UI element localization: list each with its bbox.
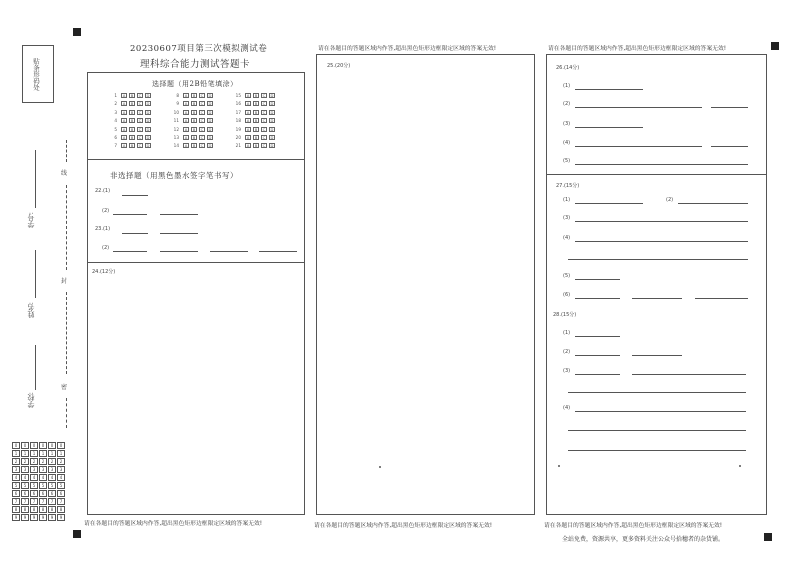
- registration-mark-bottom-left: [73, 530, 81, 538]
- q27-divider: [547, 174, 766, 175]
- id-bubble-col2-2[interactable]: 2: [21, 458, 29, 465]
- choice-bubble-q12-b[interactable]: B: [192, 126, 196, 132]
- q28-sub2-blank-a[interactable]: [575, 355, 620, 356]
- choice-bubble-q3-d[interactable]: D: [146, 109, 150, 115]
- q26-sub4-blank-a[interactable]: [575, 146, 702, 147]
- id-bubble-col3-4[interactable]: 4: [30, 474, 38, 481]
- choice-bubble-q20-d[interactable]: D: [270, 135, 274, 140]
- choice-heading: 选择题（用2B铅笔填涂）: [152, 80, 238, 88]
- seal-text-xian: 线: [61, 170, 68, 177]
- q26-label: 26.(14分): [556, 65, 580, 71]
- footer-note: 全站免费，资源共享，更多资料关注公众号拾穗者的杂货铺。: [562, 536, 725, 543]
- choice-row-q13: [171, 135, 213, 140]
- choice-row-q3: [109, 110, 151, 115]
- choice-bubble-q19-c[interactable]: C: [262, 126, 266, 132]
- choice-question-number: 10: [173, 109, 179, 115]
- id-bubble-col5-4[interactable]: 4: [48, 474, 56, 481]
- q28-sub1-label: (1): [563, 330, 571, 336]
- choice-bubble-q6-c[interactable]: C: [138, 135, 142, 140]
- choice-row-q18: [233, 118, 275, 123]
- q22-part1-blank[interactable]: [122, 195, 148, 196]
- id-bubble-col6-6[interactable]: 6: [57, 490, 65, 497]
- q27-sub6-label: (6): [563, 292, 571, 298]
- registration-mark-bottom-right: [764, 533, 772, 541]
- q25-label: 25.(20分): [327, 63, 351, 69]
- q27-sub6-blank-b[interactable]: [632, 298, 682, 299]
- choice-bubble-q4-c[interactable]: C: [138, 118, 142, 124]
- choice-question-number: 9: [176, 101, 179, 107]
- id-bubble-col3-2[interactable]: 2: [30, 458, 38, 465]
- choice-bubble-q3-c[interactable]: C: [138, 109, 142, 115]
- id-bubble-col6-8[interactable]: 8: [57, 506, 65, 513]
- id-bubble-col6-9[interactable]: 9: [57, 514, 65, 521]
- choice-bubble-q9-b[interactable]: B: [192, 101, 196, 107]
- registration-mark-top-left: [73, 28, 81, 36]
- q26-sub3-label: (3): [563, 121, 571, 127]
- choice-bubble-q18-c[interactable]: C: [262, 118, 266, 124]
- choice-question-number: 7: [114, 143, 117, 149]
- column2-top-warning: 请在各题目的答题区域内作答,超出黑色矩形边框限定区域的答案无效!: [318, 46, 497, 52]
- id-bubble-col2-3[interactable]: 3: [21, 466, 29, 473]
- choice-bubble-q21-c[interactable]: C: [262, 143, 266, 149]
- q22-part2-label: (2): [102, 208, 110, 214]
- q28-sub2-blank-b[interactable]: [632, 355, 682, 356]
- choice-bubble-q11-c[interactable]: C: [200, 118, 204, 124]
- id-bubble-col6-0[interactable]: 0: [57, 442, 65, 449]
- column3-bottom-warning: 请在各题目的答题区域内作答,超出黑色矩形边框限定区域的答案无效!: [544, 523, 723, 529]
- q28-sub3-label: (3): [563, 368, 571, 374]
- choice-bubble-q8-a[interactable]: A: [184, 93, 188, 98]
- id-bubble-col3-8[interactable]: 8: [30, 506, 38, 513]
- id-bubble-col1-7[interactable]: 7: [12, 498, 20, 505]
- choice-bubble-q9-c[interactable]: C: [200, 101, 204, 107]
- choice-question-number: 3: [114, 109, 117, 115]
- choice-row-q1: [109, 93, 151, 98]
- choice-bubble-q11-a[interactable]: A: [184, 118, 188, 124]
- seal-text-mi: 密: [61, 384, 68, 391]
- choice-row-q16: [233, 101, 275, 106]
- choice-bubble-q17-a[interactable]: A: [246, 109, 250, 115]
- choice-row-q20: [233, 135, 275, 140]
- choice-bubble-q10-d[interactable]: D: [208, 109, 212, 115]
- choice-question-number: 4: [114, 118, 117, 124]
- id-bubble-col4-9[interactable]: 9: [39, 514, 47, 521]
- q27-sub3-label: (3): [563, 215, 571, 221]
- q28-sub1-blank[interactable]: [575, 336, 620, 337]
- choice-bubble-q18-b[interactable]: B: [254, 118, 258, 124]
- choice-question-number: 13: [173, 135, 179, 140]
- choice-question-number: 11: [173, 118, 179, 124]
- q26-sub3-blank[interactable]: [575, 127, 643, 128]
- seal-line-2: [66, 185, 67, 270]
- choice-bubble-q5-c[interactable]: C: [138, 126, 142, 132]
- q26-sub1-label: (1): [563, 83, 571, 89]
- id-bubble-col6-5[interactable]: 5: [57, 482, 65, 489]
- q26-sub2-blank-a[interactable]: [575, 107, 702, 108]
- choice-bubble-q12-c[interactable]: C: [200, 126, 204, 132]
- choice-bubble-q5-d[interactable]: D: [146, 126, 150, 132]
- choice-row-q2: [109, 101, 151, 106]
- id-bubble-col4-7[interactable]: 7: [39, 498, 47, 505]
- id-bubble-col2-0[interactable]: 0: [21, 442, 29, 449]
- choice-question-number: 18: [235, 118, 241, 124]
- student-number-label: 学号:: [27, 212, 35, 229]
- q26-sub2-label: (2): [563, 101, 571, 107]
- id-bubble-col6-2[interactable]: 2: [57, 458, 65, 465]
- answer-column-3: [546, 54, 767, 515]
- id-bubble-col5-8[interactable]: 8: [48, 506, 56, 513]
- choice-question-number: 8: [176, 93, 179, 98]
- choice-bubble-q15-d[interactable]: D: [270, 93, 274, 98]
- id-bubble-col2-6[interactable]: 6: [21, 490, 29, 497]
- choice-bubble-q13-a[interactable]: A: [184, 135, 188, 140]
- choice-question-number: 17: [235, 109, 241, 115]
- id-bubble-col5-9[interactable]: 9: [48, 514, 56, 521]
- q28-sub3-blank-a[interactable]: [575, 374, 620, 375]
- q27-label: 27.(15分): [556, 183, 580, 189]
- q26-sub1-blank[interactable]: [575, 89, 643, 90]
- choice-bubble-q15-b[interactable]: B: [254, 93, 258, 98]
- choice-question-number: 2: [114, 101, 117, 107]
- id-bubble-col4-1[interactable]: 1: [39, 450, 47, 457]
- q22-part2-blank-a[interactable]: [113, 214, 147, 215]
- seal-line-3: [66, 292, 67, 374]
- choice-bubble-q16-c[interactable]: C: [262, 101, 266, 107]
- q27-sub1-blank[interactable]: [575, 203, 643, 204]
- choice-bubble-q3-a[interactable]: A: [122, 109, 126, 115]
- id-bubble-col5-1[interactable]: 1: [48, 450, 56, 457]
- id-bubble-col4-2[interactable]: 2: [39, 458, 47, 465]
- exam-title: 20230607项目第三次模拟测试卷: [130, 44, 268, 54]
- choice-row-q12: [171, 127, 213, 132]
- id-bubble-col6-1[interactable]: 1: [57, 450, 65, 457]
- id-bubble-col4-5[interactable]: 5: [39, 482, 47, 489]
- choice-bubble-q2-a[interactable]: A: [122, 101, 126, 107]
- id-bubble-col2-8[interactable]: 8: [21, 506, 29, 513]
- column3-dot-left: [558, 465, 560, 467]
- choice-row-q9: [171, 101, 213, 106]
- choice-bubble-q16-b[interactable]: B: [254, 101, 258, 107]
- choice-bubble-q5-a[interactable]: A: [122, 126, 126, 132]
- choice-question-number: 19: [235, 126, 241, 132]
- choice-bubble-q17-b[interactable]: B: [254, 109, 258, 115]
- exam-subtitle: 理科综合能力测试答题卡: [140, 59, 251, 70]
- choice-bubble-q15-a[interactable]: A: [246, 93, 250, 98]
- choice-bubble-q11-b[interactable]: B: [192, 118, 196, 124]
- choice-row-q4: [109, 118, 151, 123]
- choice-bubble-q13-c[interactable]: C: [200, 135, 204, 140]
- choice-bubble-q8-c[interactable]: C: [200, 93, 204, 98]
- column2-bottom-warning: 请在各题目的答题区域内作答,超出黑色矩形边框限定区域的答案无效!: [314, 523, 493, 529]
- choice-bubble-q18-d[interactable]: D: [270, 118, 274, 124]
- id-bubble-col1-1[interactable]: 1: [12, 450, 20, 457]
- q24-answer-area[interactable]: [88, 276, 304, 514]
- choice-bubble-q13-b[interactable]: B: [192, 135, 196, 140]
- id-bubble-col3-5[interactable]: 5: [30, 482, 38, 489]
- id-bubble-col3-9[interactable]: 9: [30, 514, 38, 521]
- q26-sub4-label: (4): [563, 140, 571, 146]
- choice-bubble-q16-a[interactable]: A: [246, 101, 250, 107]
- choice-bubble-q10-c[interactable]: C: [200, 109, 204, 115]
- id-bubble-col5-7[interactable]: 7: [48, 498, 56, 505]
- q23-part2-label: (2): [102, 245, 110, 251]
- id-bubble-col2-9[interactable]: 9: [21, 514, 29, 521]
- q28-sub2-label: (2): [563, 349, 571, 355]
- choice-question-number: 6: [114, 135, 117, 140]
- choice-bubble-q1-a[interactable]: A: [122, 93, 126, 98]
- choice-bubble-q16-d[interactable]: D: [270, 101, 274, 107]
- choice-bubble-q14-a[interactable]: A: [184, 143, 188, 149]
- choice-bubble-q10-b[interactable]: B: [192, 109, 196, 115]
- q28-sub4-blank-c[interactable]: [568, 450, 746, 451]
- student-number-line: [35, 150, 36, 208]
- choice-question-number: 14: [173, 143, 179, 149]
- id-bubble-col1-6[interactable]: 6: [12, 490, 20, 497]
- q28-sub4-blank-b[interactable]: [568, 430, 746, 431]
- choice-row-q10: [171, 110, 213, 115]
- choice-bubble-q20-c[interactable]: C: [262, 135, 266, 140]
- id-bubble-col5-5[interactable]: 5: [48, 482, 56, 489]
- choice-bubble-q14-c[interactable]: C: [200, 143, 204, 149]
- q27-sub2-blank[interactable]: [678, 203, 748, 204]
- choice-bubble-q19-b[interactable]: B: [254, 126, 258, 132]
- q23-part2-blank-d[interactable]: [259, 251, 297, 252]
- choice-question-number: 15: [235, 93, 241, 98]
- choice-question-number: 21: [235, 143, 241, 149]
- id-bubble-col1-5[interactable]: 5: [12, 482, 20, 489]
- id-bubble-col3-6[interactable]: 6: [30, 490, 38, 497]
- id-bubble-col2-4[interactable]: 4: [21, 474, 29, 481]
- choice-bubble-q2-d[interactable]: D: [146, 101, 150, 107]
- choice-row-q6: [109, 135, 151, 140]
- q24-label: 24.(12分): [92, 269, 116, 275]
- registration-mark-top-right: [771, 42, 779, 50]
- q26-sub5-blank[interactable]: [575, 164, 748, 165]
- q27-sub6-blank-c[interactable]: [695, 298, 748, 299]
- id-bubble-col1-4[interactable]: 4: [12, 474, 20, 481]
- choice-bubble-q21-d[interactable]: D: [270, 143, 274, 149]
- choice-row-q5: [109, 127, 151, 132]
- choice-bubble-q12-d[interactable]: D: [208, 126, 212, 132]
- q28-label: 28.(15分): [553, 312, 577, 318]
- name-label: 姓名:: [27, 302, 35, 319]
- choice-bubble-q19-a[interactable]: A: [246, 126, 250, 132]
- id-bubble-col1-3[interactable]: 3: [12, 466, 20, 473]
- choice-bubble-q6-a[interactable]: A: [122, 135, 126, 140]
- choice-bubble-q10-a[interactable]: A: [184, 109, 188, 115]
- q27-sub4-blank-a[interactable]: [575, 241, 748, 242]
- q28-sub4-blank-a[interactable]: [575, 411, 746, 412]
- id-bubble-col2-5[interactable]: 5: [21, 482, 29, 489]
- id-bubble-col4-4[interactable]: 4: [39, 474, 47, 481]
- choice-bubble-q7-b[interactable]: B: [130, 143, 134, 149]
- q27-sub5-blank[interactable]: [575, 279, 620, 280]
- choice-bubble-q20-a[interactable]: A: [246, 135, 250, 140]
- choice-bubble-q11-d[interactable]: D: [208, 118, 212, 124]
- q28-sub4-label: (4): [563, 405, 571, 411]
- choice-bubble-q4-a[interactable]: A: [122, 118, 126, 124]
- barcode-box: [22, 45, 54, 103]
- q22-part2-blank-b[interactable]: [160, 214, 198, 215]
- choice-bubble-q8-d[interactable]: D: [208, 93, 212, 98]
- id-bubble-col3-3[interactable]: 3: [30, 466, 38, 473]
- choice-bubble-q8-b[interactable]: B: [192, 93, 196, 98]
- choice-bubble-q21-b[interactable]: B: [254, 143, 258, 149]
- q26-sub4-blank-b[interactable]: [711, 146, 748, 147]
- choice-row-q7: [109, 143, 151, 148]
- choice-bubble-q17-c[interactable]: C: [262, 109, 266, 115]
- id-bubble-col1-8[interactable]: 8: [12, 506, 20, 513]
- id-bubble-col1-2[interactable]: 2: [12, 458, 20, 465]
- q27-sub6-blank-a[interactable]: [575, 298, 620, 299]
- seal-line-4: [66, 398, 67, 428]
- choice-bubble-q4-d[interactable]: D: [146, 118, 150, 124]
- id-bubble-col1-0[interactable]: 0: [12, 442, 20, 449]
- id-bubble-col6-7[interactable]: 7: [57, 498, 65, 505]
- id-bubble-col4-6[interactable]: 6: [39, 490, 47, 497]
- q26-sub2-blank-b[interactable]: [711, 107, 748, 108]
- choice-row-q14: [171, 143, 213, 148]
- q23-part2-blank-a[interactable]: [113, 251, 147, 252]
- id-bubble-col2-1[interactable]: 1: [21, 450, 29, 457]
- choice-bubble-q18-a[interactable]: A: [246, 118, 250, 124]
- id-bubble-col4-0[interactable]: 0: [39, 442, 47, 449]
- choice-divider: [87, 159, 305, 160]
- q23-part1-blank-b[interactable]: [160, 233, 198, 234]
- choice-question-number: 12: [173, 126, 179, 132]
- choice-question-number: 20: [235, 135, 241, 140]
- choice-row-q21: [233, 143, 275, 148]
- choice-bubble-q20-b[interactable]: B: [254, 135, 258, 140]
- choice-row-q17: [233, 110, 275, 115]
- name-line: [35, 250, 36, 298]
- choice-bubble-q9-d[interactable]: D: [208, 101, 212, 107]
- choice-bubble-area[interactable]: [109, 93, 299, 153]
- student-id-bubble-grid[interactable]: [12, 442, 65, 521]
- choice-row-q11: [171, 118, 213, 123]
- choice-bubble-q5-b[interactable]: B: [130, 126, 134, 132]
- id-bubble-col3-1[interactable]: 1: [30, 450, 38, 457]
- q23-part2-blank-b[interactable]: [160, 251, 198, 252]
- choice-bubble-q21-a[interactable]: A: [246, 143, 250, 149]
- choice-bubble-q14-b[interactable]: B: [192, 143, 196, 149]
- choice-bubble-q15-c[interactable]: C: [262, 93, 266, 98]
- choice-bubble-q7-d[interactable]: D: [146, 143, 150, 149]
- q28-sub3-blank-c[interactable]: [568, 392, 746, 393]
- choice-bubble-q2-b[interactable]: B: [130, 101, 134, 107]
- q26-sub5-label: (5): [563, 158, 571, 164]
- id-bubble-col4-8[interactable]: 8: [39, 506, 47, 513]
- q23-part1-blank-a[interactable]: [122, 233, 148, 234]
- q22-part1-label: 22.(1): [95, 188, 111, 194]
- q27-sub1-label: (1): [563, 197, 571, 203]
- choice-question-number: 1: [114, 93, 117, 98]
- choice-bubble-q13-d[interactable]: D: [208, 135, 212, 140]
- q27-sub3-blank[interactable]: [575, 221, 748, 222]
- id-bubble-col2-7[interactable]: 7: [21, 498, 29, 505]
- choice-bubble-q19-d[interactable]: D: [270, 126, 274, 132]
- q28-sub3-blank-b[interactable]: [632, 374, 746, 375]
- choice-row-q15: [233, 93, 275, 98]
- seal-text-feng: 封: [61, 278, 68, 285]
- q27-sub4-label: (4): [563, 235, 571, 241]
- choice-bubble-q6-b[interactable]: B: [130, 135, 134, 140]
- id-bubble-col5-0[interactable]: 0: [48, 442, 56, 449]
- q23-part2-blank-c[interactable]: [210, 251, 248, 252]
- id-bubble-col3-0[interactable]: 0: [30, 442, 38, 449]
- choice-bubble-q14-d[interactable]: D: [208, 143, 212, 149]
- school-line: [35, 345, 36, 390]
- id-bubble-col1-9[interactable]: 9: [12, 514, 20, 521]
- q27-sub5-label: (5): [563, 273, 571, 279]
- choice-bubble-q1-c[interactable]: C: [138, 93, 142, 98]
- id-bubble-col6-4[interactable]: 4: [57, 474, 65, 481]
- choice-row-q8: [171, 93, 213, 98]
- id-bubble-col6-3[interactable]: 3: [57, 466, 65, 473]
- q27-sub2-label: (2): [666, 197, 674, 203]
- choice-bubble-q4-b[interactable]: B: [130, 118, 134, 124]
- q27-sub4-blank-b[interactable]: [568, 259, 748, 260]
- choice-bubble-q7-a[interactable]: A: [122, 143, 126, 149]
- choice-bubble-q1-d[interactable]: D: [146, 93, 150, 98]
- column3-dot-right: [739, 465, 741, 467]
- seal-line-1: [66, 140, 67, 162]
- q24-divider: [87, 262, 305, 263]
- id-bubble-col3-7[interactable]: 7: [30, 498, 38, 505]
- choice-bubble-q6-d[interactable]: D: [146, 135, 150, 140]
- column3-top-warning: 请在各题目的答题区域内作答,超出黑色矩形边框限定区域的答案无效!: [548, 46, 727, 52]
- choice-bubble-q12-a[interactable]: A: [184, 126, 188, 132]
- id-bubble-col5-2[interactable]: 2: [48, 458, 56, 465]
- choice-row-q19: [233, 127, 275, 132]
- choice-bubble-q1-b[interactable]: B: [130, 93, 134, 98]
- school-label: 学校:: [27, 392, 35, 409]
- choice-bubble-q9-a[interactable]: A: [184, 101, 188, 107]
- id-bubble-col4-3[interactable]: 3: [39, 466, 47, 473]
- column1-warning: 请在各题目的答题区域内作答,超出黑色矩形边框限定区域的答案无效!: [84, 521, 263, 527]
- barcode-label: 贴条形码处: [32, 58, 40, 91]
- q25-answer-area[interactable]: [317, 72, 534, 514]
- choice-question-number: 16: [235, 101, 241, 107]
- choice-bubble-q7-c[interactable]: C: [138, 143, 142, 149]
- column2-dot: [379, 466, 381, 468]
- choice-bubble-q3-b[interactable]: B: [130, 109, 134, 115]
- nonchoice-heading: 非选择题（用黑色墨水签字笔书写）: [110, 171, 238, 180]
- id-bubble-col5-6[interactable]: 6: [48, 490, 56, 497]
- choice-bubble-q2-c[interactable]: C: [138, 101, 142, 107]
- q23-part1-label: 23.(1): [95, 226, 111, 232]
- id-bubble-col5-3[interactable]: 3: [48, 466, 56, 473]
- choice-question-number: 5: [114, 126, 117, 132]
- choice-bubble-q17-d[interactable]: D: [270, 109, 274, 115]
